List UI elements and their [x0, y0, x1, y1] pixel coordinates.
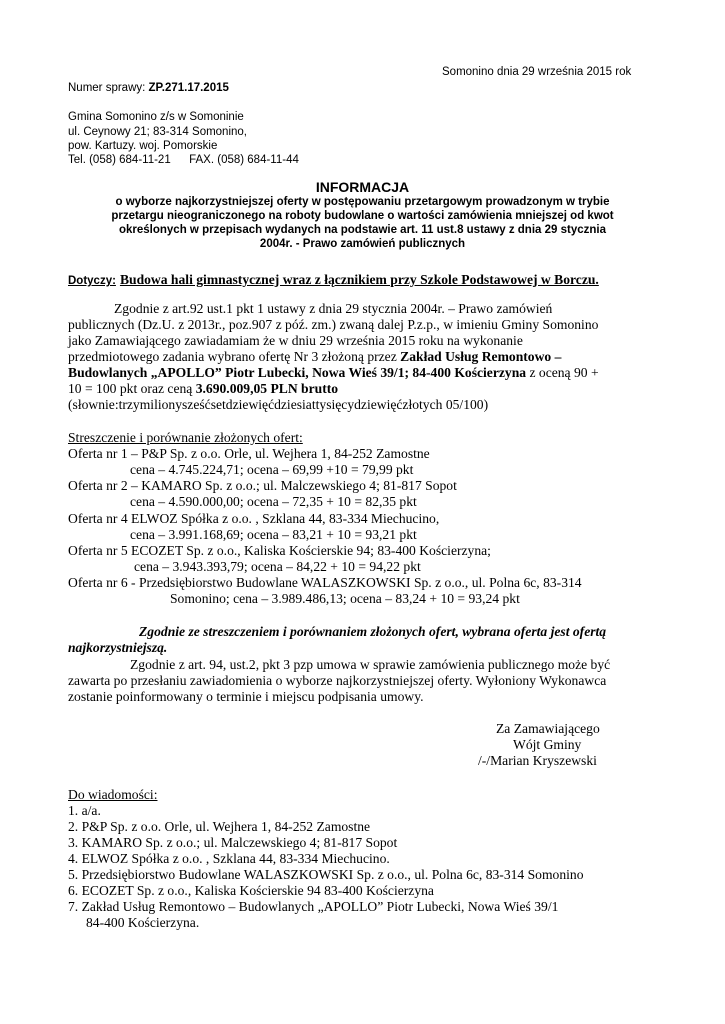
offer-line: cena – 3.991.168,69; ocena – 83,21 + 10 = 93,21 pkt	[130, 527, 417, 542]
offer-line: cena – 4.745.224,71; ocena – 69,99 +10 = 79,99 pkt	[130, 462, 414, 477]
date-line: Somonino dnia 29 września 2015 rok	[442, 66, 632, 78]
offers-heading: Streszczenie i porównanie złożonych ofert:	[68, 430, 303, 445]
legal-line-1: Zgodnie z art. 94, ust.2, pkt 3 pzp umowa w sprawie zamówienia publicznego może być	[130, 657, 611, 672]
offer-line: Oferta nr 5 ECOZET Sp. z o.o., Kaliska Kościerskie 94; 83-400 Kościerzyna;	[68, 543, 491, 558]
body-line-7: (słownie:trzymilionysześćsetdziewięćdziesiattysięcydziewięćzłotych 05/100)	[68, 397, 489, 412]
legal-line-3: zostanie poinformowany o terminie i miejscu podpisania umowy.	[68, 689, 424, 704]
offer-line: Oferta nr 4 ELWOZ Spółka z o.o. , Szklana 44, 83-334 Miechucino,	[68, 511, 440, 526]
case-number-line	[68, 82, 229, 94]
distribution-item: 3. KAMARO Sp. z o.o.; ul. Malczewskiego 4; 81-817 Sopot	[68, 835, 398, 850]
distribution-item: 4. ELWOZ Spółka z o.o. , Szklana 44, 83-334 Miechucino.	[68, 851, 390, 866]
offer-line: cena – 4.590.000,00; ocena – 72,35 + 10 = 82,35 pkt	[130, 494, 417, 509]
body-line-4: przedmiotowego zadania wybrano ofertę Nr 3 złożoną przez Zakład Usług Remontowo –	[68, 349, 562, 364]
body-line-6: 10 = 100 pkt oraz ceną 3.690.009,05 PLN brutto	[68, 381, 339, 396]
distribution-item: 6. ECOZET Sp. z o.o., Kaliska Kościerskie 94 83-400 Kościerzyna	[68, 883, 434, 898]
sender-line-3: pow. Kartuzy. woj. Pomorskie	[68, 140, 218, 152]
signature-line-1: Za Zamawiającego	[496, 721, 600, 736]
offer-line: Oferta nr 2 – KAMARO Sp. z o.o.; ul. Malczewskiego 4; 81-817 Sopot	[68, 478, 457, 493]
fax: FAX. (058) 684-11-44	[189, 154, 299, 166]
offer-line: cena – 3.943.393,79; ocena – 84,22 + 10 = 94,22 pkt	[134, 559, 421, 574]
sender-line-2: ul. Ceynowy 21; 83-314 Somonino,	[68, 126, 247, 138]
distribution-item: 1. a/a.	[68, 803, 101, 818]
sender-line-1: Gmina Somonino z/s w Somoninie	[68, 111, 244, 123]
tel: Tel. (058) 684-11-21	[68, 154, 171, 166]
conclusion-line-1: Zgodnie ze streszczeniem i porównaniem złożonych ofert, wybrana oferta jest ofertą	[139, 624, 607, 639]
title-line-4: 2004r. - Prawo zamówień publicznych	[259, 238, 466, 250]
title-line-3: określonych w przepisach wydanych na podstawie art. 11 ust.8 ustawy z dnia 29 stycznia	[118, 224, 606, 236]
title-line-2: przetargu nieograniczonego na roboty budowlane o wartości zamówienia mniejszej od kwot	[111, 210, 614, 222]
contact-line	[68, 154, 299, 166]
winner-name: Zakład Usług Remontowo –	[400, 349, 562, 364]
distribution-item: 2. P&P Sp. z o.o. Orle, ul. Wejhera 1, 84-252 Zamostne	[68, 819, 371, 834]
body-line-1: Zgodnie z art.92 ust.1 pkt 1 ustawy z dnia 29 stycznia 2004r. – Prawo zamówień	[114, 301, 553, 316]
body-line-5: Budowlanych „APOLLO” Piotr Lubecki, Nowa Wieś 39/1; 84-400 Kościerzyna z oceną 90 +	[68, 365, 599, 380]
distribution-item: 7. Zakład Usług Remontowo – Budowlanych „APOLLO” Piotr Lubecki, Nowa Wieś 39/1	[68, 899, 559, 914]
title-line-1: o wyborze najkorzystniejszej oferty w postępowaniu przetargowym prowadzonym w trybie	[115, 196, 610, 208]
offer-line: Oferta nr 1 – P&P Sp. z o.o. Orle, ul. Wejhera 1, 84-252 Zamostne	[68, 446, 430, 461]
offer-line: Oferta nr 6 - Przedsiębiorstwo Budowlane WALASZKOWSKI Sp. z o.o., ul. Polna 6c, 83-314	[68, 575, 582, 590]
conclusion-line-2: najkorzystniejszą.	[68, 640, 168, 655]
document-heading: INFORMACJA	[315, 179, 410, 195]
distribution-item: 84-400 Kościerzyna.	[86, 915, 200, 930]
distribution-heading: Do wiadomości:	[68, 787, 158, 802]
signature-line-2: Wójt Gminy	[513, 737, 582, 752]
subject-label: Dotyczy:	[68, 275, 116, 287]
winner-address: Budowlanych „APOLLO” Piotr Lubecki, Nowa Wieś 39/1; 84-400 Kościerzyna	[68, 365, 527, 380]
body-line-3: jako Zamawiającego zawiadamiam że w dniu 29 września 2015 roku na wykonanie	[68, 333, 523, 348]
signature-line-3: /-/Marian Kryszewski	[478, 753, 597, 768]
body-line-2: publicznych (Dz.U. z 2013r., poz.907 z póź. zm.) zwaną dalej P.z.p., w imieniu Gminy Somonino	[68, 317, 599, 332]
subject-text: Budowa hali gimnastycznej wraz z łącznikiem przy Szkole Podstawowej w Borczu.	[119, 272, 599, 287]
legal-line-2: zawarta po przesłaniu zawiadomienia o wyborze najkorzystniejszej oferty. Wyłoniony Wykonawca	[68, 673, 607, 688]
case-label: Numer sprawy:	[68, 82, 146, 94]
subject-line	[68, 271, 599, 289]
distribution-item: 5. Przedsiębiorstwo Budowlane WALASZKOWSKI Sp. z o.o., ul. Polna 6c, 83-314 Somonino	[68, 867, 584, 882]
case-number: ZP.271.17.2015	[148, 82, 229, 94]
winner-price: 3.690.009,05 PLN brutto	[195, 381, 339, 396]
offer-line: Somonino; cena – 3.989.486,13; ocena – 83,24 + 10 = 93,24 pkt	[170, 591, 520, 606]
